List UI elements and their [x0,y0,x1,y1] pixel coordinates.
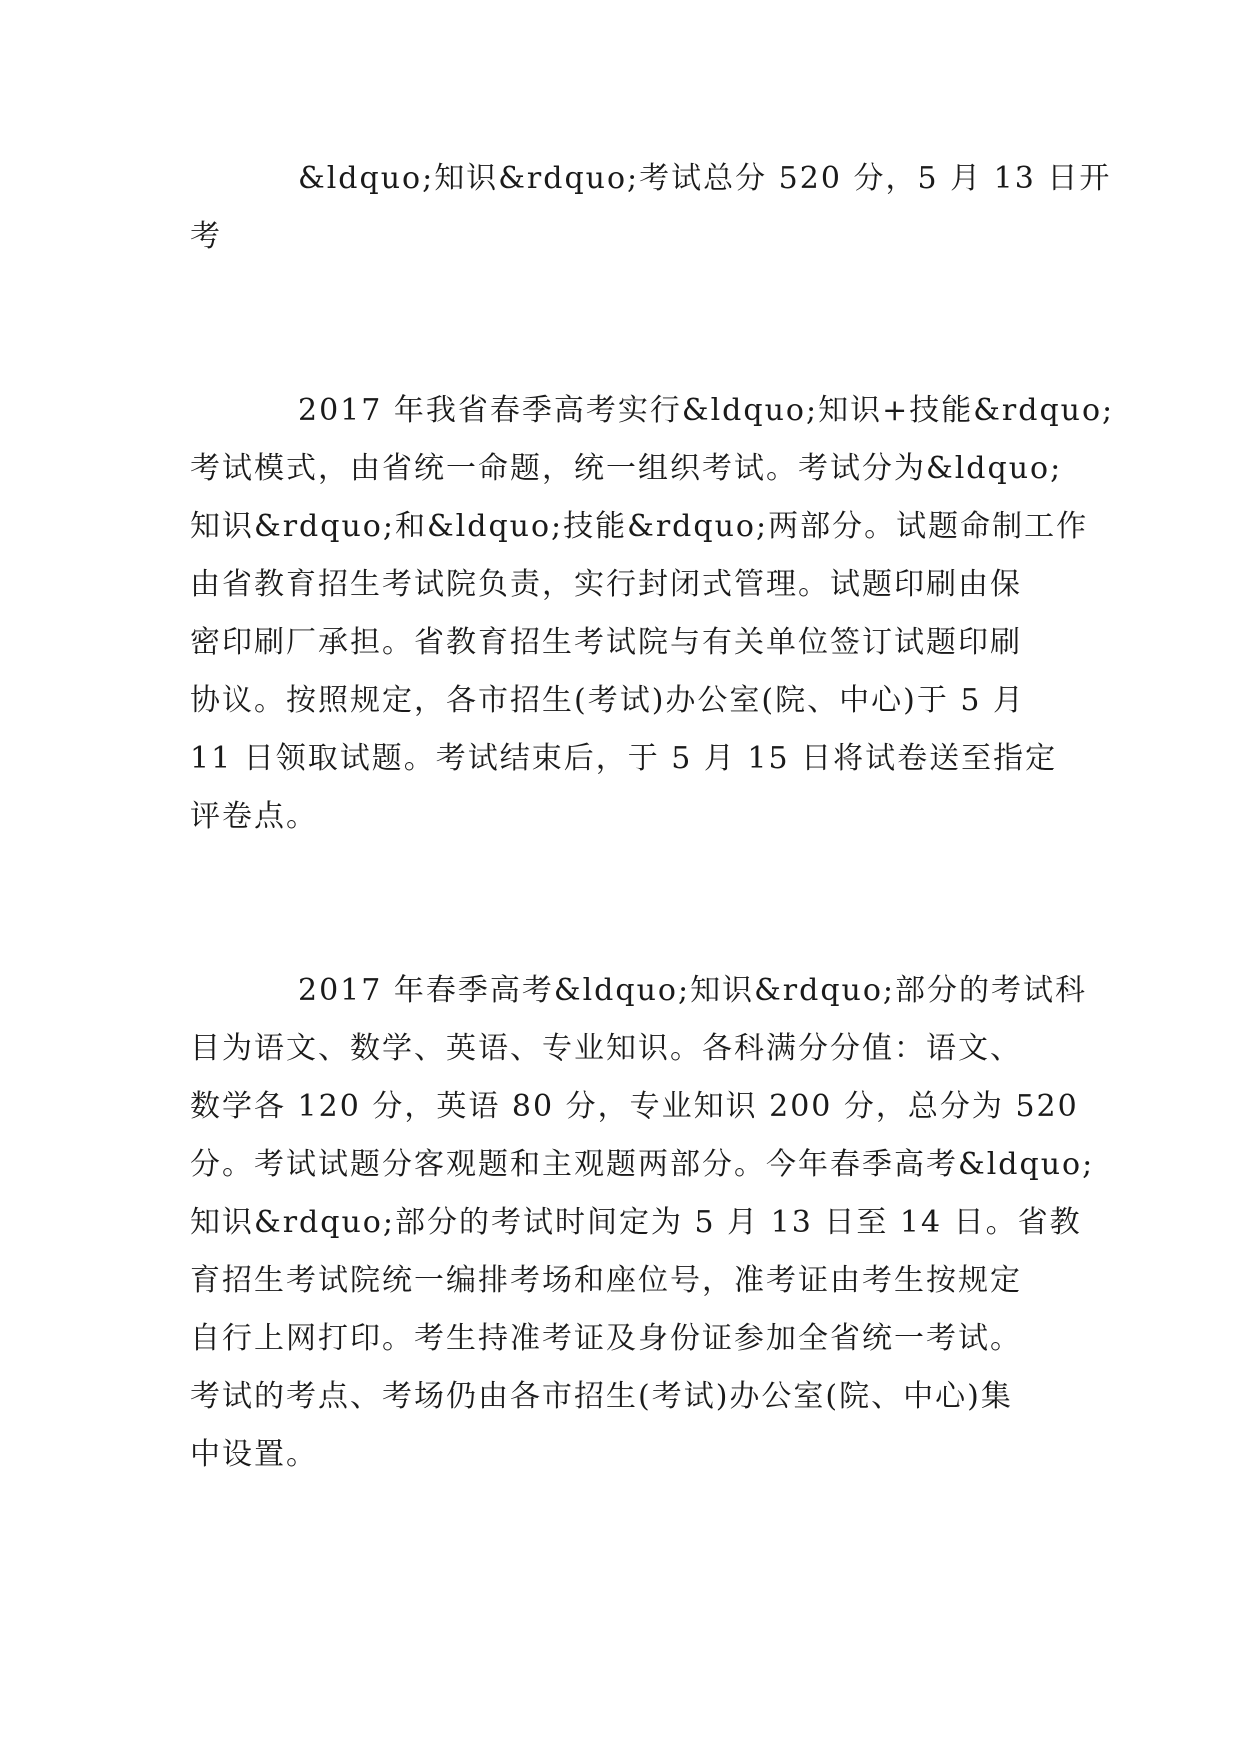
paragraph-line: 自行上网打印。考生持准考证及身份证参加全省统一考试。 [190,1321,1022,1356]
paragraph-exam-score [190,150,1112,266]
paragraph-line: 目为语文、数学、英语、专业知识。各科满分分值：语文、 [190,1031,1022,1066]
paragraph-line: 数学各 120 分，英语 80 分，专业知识 200 分，总分为 520 [190,1089,1079,1124]
paragraph-line: 由省教育招生考试院负责，实行封闭式管理。试题印刷由保 [190,567,1022,602]
paragraph-line: 协议。按照规定，各市招生(考试)办公室(院、中心)于 5 月 [190,683,1025,718]
paragraph-line: 2017 年我省春季高考实行&ldquo;知识+技能&rdquo; [298,393,1115,428]
paragraph-line: 考试的考点、考场仍由各市招生(考试)办公室(院、中心)集 [190,1379,1013,1414]
paragraph-line: 2017 年春季高考&ldquo;知识&rdquo;部分的考试科 [298,973,1088,1008]
paragraph-line: 考试模式，由省统一命题，统一组织考试。考试分为&ldquo; [190,451,1063,486]
paragraph-line: 知识&rdquo;部分的考试时间定为 5 月 13 日至 14 日。省教 [190,1205,1082,1240]
paragraph-line: 知识&rdquo;和&ldquo;技能&rdquo;两部分。试题命制工作 [190,509,1089,544]
paragraph-line: 评卷点。 [190,799,318,834]
paragraph-exam-mode [190,382,1115,846]
document-page [190,150,1115,1484]
paragraph-line: 育招生考试院统一编排考场和座位号，准考证由考生按规定 [190,1263,1022,1298]
paragraph-line: 密印刷厂承担。省教育招生考试院与有关单位签订试题印刷 [190,625,1022,660]
paragraph-exam-subjects [190,962,1095,1484]
paragraph-line: 分。考试试题分客观题和主观题两部分。今年春季高考&ldquo; [190,1147,1095,1182]
paragraph-line: 中设置。 [190,1437,318,1472]
paragraph-line: 考 [190,219,222,254]
paragraph-line: &ldquo;知识&rdquo;考试总分 520 分，5 月 13 日开 [298,161,1112,196]
paragraph-line: 11 日领取试题。考试结束后，于 5 月 15 日将试卷送至指定 [190,741,1058,776]
